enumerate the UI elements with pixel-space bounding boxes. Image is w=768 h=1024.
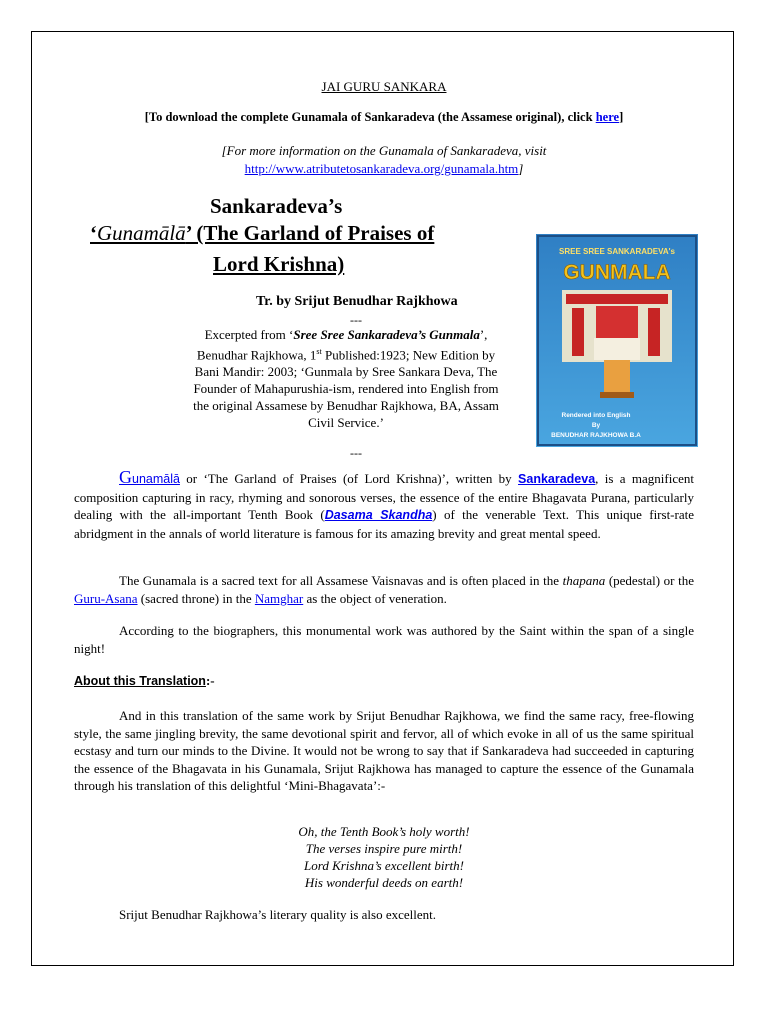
intro-text-1: or ‘The Garland of Praises (of Lord Krishna)’, written by [179, 471, 519, 486]
cover-sub-2: By [591, 422, 601, 429]
literary-quality-paragraph [74, 906, 694, 924]
excerpt-book-title: Sree Sree Sankaradeva’s Gunmala [293, 327, 480, 342]
para2-text-3: (sacred throne) in the [137, 590, 255, 606]
intro-text-3: ) of the venerable Text. This unique first-rate abridgment in the annals of world literature is famous for its amazing brevity and great mental speed. [74, 507, 694, 541]
thapana-term: thapana [562, 573, 606, 588]
excerpt-pre: Excerpted from ‘ [204, 327, 294, 342]
intro-paragraph [74, 469, 694, 542]
gunamala-link[interactable] [119, 467, 180, 487]
title-gunamala: Gunamālā [97, 221, 186, 245]
para2-text-2: (pedestal) or the [605, 573, 694, 588]
verse-block [0, 823, 768, 891]
namghar-link[interactable]: Namghar [254, 590, 304, 606]
intro-text-2: , is a magnificent composition capturing in racy, rhyming and sonorous verses, the essence of the entire Bhagavata Purana, particularly dealing with the all-important Tenth Book ( [74, 471, 695, 522]
excerpt-post: Published:1923; New Edition by Bani Mandir: 2003; ‘Gunmala by Sree Sankara Deva, The Founder of Mahapurushia-ism, rendered into English from the original Assamese by Benudhar Rajkhowa, BA, Assam Civil Service.’ [193, 347, 499, 431]
verse-line: Lord Krishna’s excellent birth! [304, 858, 464, 873]
guru-asana-link[interactable]: Guru-Asana [74, 590, 138, 606]
download-close: ] [619, 110, 624, 124]
about-translation-heading [74, 673, 215, 689]
gunamala-initial: G [119, 467, 132, 487]
para2-text-4: as the object of veneration. [303, 590, 447, 606]
title-garland: ’ (The Garland of Praises of [185, 221, 435, 245]
cover-sub-1: Rendered into English [561, 412, 631, 419]
para3-text: According to the biographers, this monumental work was authored by the Saint within the span of a single night! [74, 623, 694, 656]
divider-dash: --- [350, 313, 362, 327]
gunamala-sacred-paragraph [74, 572, 694, 607]
para5-text: Srijut Benudhar Rajkhowa’s literary quality is also excellent. [119, 907, 436, 922]
para4-text: And in this translation of the same work by Srijut Benudhar Rajkhowa, we find the same racy, free-flowing style, the same jingling brevity, the same devotional spirit and fervor, all of which evoke in all of us the same spiritual ecstasy and turn our minds to the Divine. It would not be wrong to say that if Sankaradeva had succeeded in capturing the essence of the Bhagavata in his Gunamala, Srijut Rajkhowa has managed to capture the essence of the Gunamala through his translation of this delightful ‘Mini-Bhagavata’:- [74, 708, 694, 793]
verse-line: The verses inspire pure mirth! [305, 841, 463, 856]
title-quote: ‘ [90, 221, 97, 245]
title-line-3: Lord Krishna) [213, 252, 345, 276]
book-cover-image [536, 234, 698, 447]
divider-dash-2: --- [350, 446, 362, 460]
gunamala-url-link[interactable]: http://www.atributetosankaradeva.org/gunamala.htm [244, 161, 519, 176]
verse-line: Oh, the Tenth Book’s holy worth! [298, 824, 470, 839]
sankaradeva-link[interactable]: Sankaradeva [518, 472, 596, 486]
gunamala-link-text: unamālā [132, 472, 180, 486]
header-jai-guru: JAI GURU SANKARA [321, 79, 447, 94]
info-close: ] [518, 161, 524, 176]
about-heading-text: About this Translation [74, 674, 206, 688]
download-line [0, 110, 768, 125]
title-line-2 [90, 221, 434, 246]
verse-line: His wonderful deeds on earth! [304, 875, 464, 890]
info-link-line [0, 161, 768, 177]
about-heading-suffix: :- [205, 673, 215, 688]
download-text: [To download the complete Gunamala of Sankaradeva (the Assamese original), click [144, 110, 596, 124]
biographers-paragraph [74, 622, 694, 657]
cover-top-text: SREE SREE SANKARADEVA's [559, 247, 675, 256]
para2-text-1: The Gunamala is a sacred text for all Assamese Vaisnavas and is often placed in the [119, 573, 563, 588]
info-line: [For more information on the Gunamala of Sankaradeva, visit [221, 143, 547, 158]
translation-paragraph [74, 707, 694, 795]
excerpt-sup: st [316, 347, 322, 356]
excerpt-mid: ’, Benudhar Rajkhowa, 1 [196, 327, 488, 363]
title-line-1: Sankaradeva’s [210, 194, 343, 218]
dasama-skandha-link[interactable]: Dasama Skandha [324, 508, 433, 522]
excerpt-note [185, 326, 507, 431]
download-here-link[interactable]: here [595, 110, 620, 124]
cover-title: GUNMALA [563, 261, 671, 284]
cover-sub-3: BENUDHAR RAJKHOWA B.A [551, 432, 641, 439]
translator-byline: Tr. by Srijut Benudhar Rajkhowa [256, 294, 458, 309]
